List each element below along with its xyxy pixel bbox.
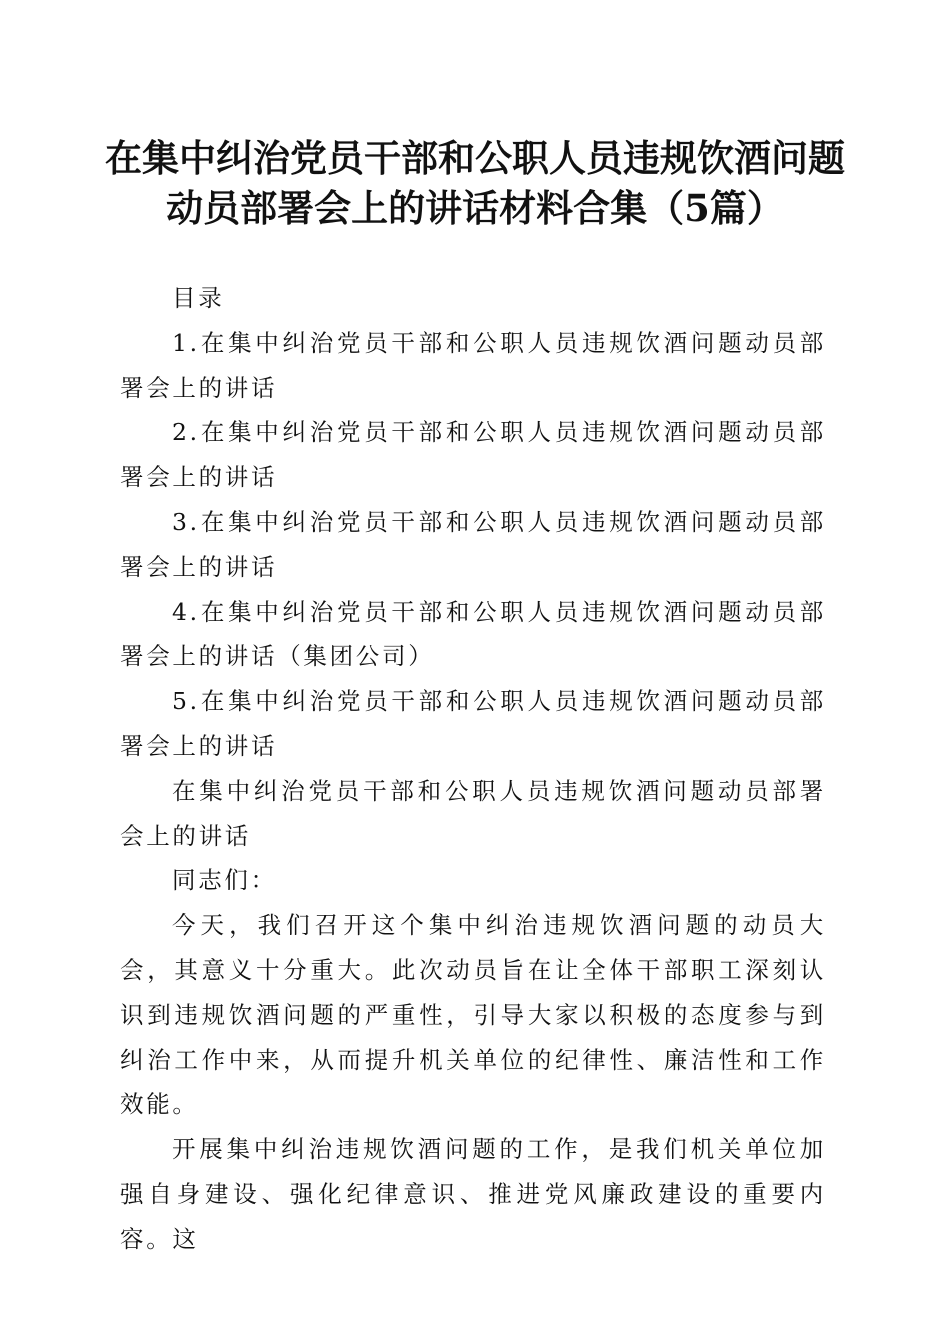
toc-item-1: 1.在集中纠治党员干部和公职人员违规饮酒问题动员部署会上的讲话 bbox=[120, 328, 826, 402]
greeting: 同志们： bbox=[172, 866, 277, 895]
toc-item-4: 4.在集中纠治党员干部和公职人员违规饮酒问题动员部署会上的讲话（集团公司） bbox=[120, 597, 826, 671]
toc-item-2: 2.在集中纠治党员干部和公职人员违规饮酒问题动员部署会上的讲话 bbox=[120, 418, 826, 492]
toc-item-5: 5.在集中纠治党员干部和公职人员违规饮酒问题动员部署会上的讲话 bbox=[120, 687, 826, 760]
title-line-2: 动员部署会上的讲话材料合集（5篇） bbox=[166, 186, 784, 230]
title-line-1: 在集中纠治党员干部和公职人员违规饮酒问题 bbox=[105, 136, 845, 180]
paragraph-1: 今天，我们召开这个集中纠治违规饮酒问题的动员大会，其意义十分重大。此次动员旨在让全体干部职工深刻认识到违规饮酒问题的严重性，引导大家以积极的态度参与到纠治工作中来，从而提升机关单位的纪律性、廉洁性和工作效能。 bbox=[120, 911, 826, 1119]
document-body bbox=[120, 276, 826, 1262]
toc-heading: 目录 bbox=[172, 284, 225, 312]
paragraph-2: 开展集中纠治违规饮酒问题的工作，是我们机关单位加强自身建设、强化纪律意识、推进党风廉政建设的重要内容。这 bbox=[120, 1135, 826, 1253]
toc-item-3: 3.在集中纠治党员干部和公职人员违规饮酒问题动员部署会上的讲话 bbox=[120, 507, 826, 581]
document-title bbox=[60, 133, 890, 233]
speech-title: 在集中纠治党员干部和公职人员违规饮酒问题动员部署会上的讲话 bbox=[120, 776, 826, 850]
